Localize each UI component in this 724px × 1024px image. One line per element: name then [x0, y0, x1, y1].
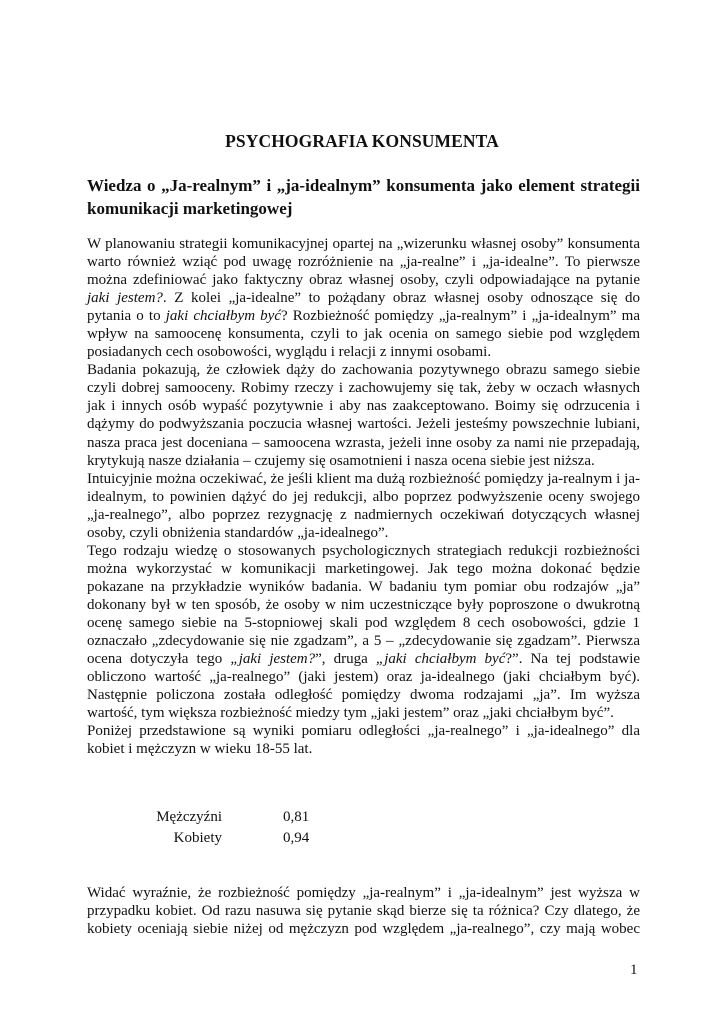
results-value: 0,94 [283, 830, 310, 846]
document-title: PSYCHOGRAFIA KONSUMENTA [225, 131, 499, 151]
paragraph: W planowaniu strategii komunikacyjnej opartej na „wizerunku własnej osoby” konsumenta warto również wziąć pod uwagę rozróżnienie na „ja-realne” i „ja-idealne”. To pierwsze można zdefiniować jako faktyczny obraz własnej osoby, czyli odpowiadające na pytanie jaki jestem?. Z kolei „ja-idealne” to pożądany obraz własnej osoby odnoszące się do pytania o to jaki chciałbym być? Rozbieżność pomiędzy „ja-realnym” i „ja-idealnym” ma wpływ na samoocenę konsumenta, czyli to jak ocenia on samego siebie pod względem posiadanych cech osobowości, wyglądu i relacji z innymi osobami. [87, 236, 640, 361]
italic-phrase: „jaki jestem? [230, 651, 316, 668]
paragraph: Poniżej przedstawione są wyniki pomiaru odległości „ja-realnego” i „ja-idealnego” dla kobiet i mężczyzn w wieku 18-55 lat. [87, 723, 640, 758]
page-number: 1 [630, 962, 638, 978]
results-label: Kobiety [173, 830, 222, 846]
results-row [87, 807, 387, 828]
results-label: Mężczyźni [156, 809, 222, 825]
closing-text [87, 884, 640, 938]
results-row [87, 828, 387, 849]
italic-phrase: jaki jestem? [87, 290, 163, 307]
closing-paragraph: Widać wyraźnie, że rozbieżność pomiędzy „ja-realnym” i „ja-idealnym” jest wyższa w przypadku kobiet. Od razu nasuwa się pytanie skąd bierze się ta różnica? Czy dlatego, że kobiety oceniają siebie niżej od mężczyzn pod względem „ja-realnego”, czy mają wobec [87, 885, 640, 937]
results-value: 0,81 [283, 809, 310, 825]
body-text [87, 235, 640, 758]
paragraph: Badania pokazują, że człowiek dąży do zachowania pozytywnego obrazu samego siebie czyli dobrej samooceny. Robimy rzeczy i zachowujemy się tak, żeby w oczach własnych jak i innych osób wypaść pozytywnie i aby nas zaakceptowano. Boimy się odrzucenia i dążymy do podwyższania poczucia własnej wartości. Jeżeli jesteśmy powszechnie lubiani, nasza praca jest doceniana – samoocena wzrasta, jeżeli inne osoby za nami nie przepadają, krytykują nasze działania – czujemy się osamotnieni i nasza ocena siebie jest niższa. [87, 362, 640, 469]
italic-phrase: „jaki chciałbym być [375, 651, 506, 668]
results-table [87, 807, 387, 849]
italic-phrase: jaki chciałbym być [165, 308, 281, 325]
document-subtitle: Wiedza o „Ja-realnym” i „ja-idealnym” konsumenta jako element strategii komunikacji marketingowej [87, 176, 640, 218]
paragraph: Tego rodzaju wiedzę o stosowanych psychologicznych strategiach redukcji rozbieżności można wykorzystać w komunikacji marketingowej. Jak tego można dokonać będzie pokazane na przykładzie wyników badania. W badaniu tym pomiar obu rodzajów „ja” dokonany był w ten sposób, że osoby w nim uczestniczące były poproszone o dwukrotną ocenę samego siebie na 5-stopniowej skali pod względem 8 cech osobowości, gdzie 1 oznaczało „zdecydowanie się nie zgadzam”, a 5 – „zdecydowanie się zgadzam”. Pierwsza ocena dotyczyła tego „jaki jestem?”, druga „jaki chciałbym być?”. Na tej podstawie obliczono wartość „ja-realnego” (jaki jestem) oraz ja-idealnego (jaki chciałbym być). Następnie policzona została odległość pomiędzy dwoma rodzajami „ja”. Im wyższa wartość, tym większa rozbieżność miedzy tym „jaki jestem” oraz „jaki chciałbym być”. [87, 542, 641, 722]
paragraph: Intuicyjnie można oczekiwać, że jeśli klient ma dużą rozbieżność pomiędzy ja-realnym i ja-idealnym, to powinien dążyć do jej redukcji, albo poprzez podwyższenie oceny swojego „ja-realnego”, albo poprzez rezygnację z nadmiernych oczekiwań dotyczących własnej osoby, czyli obniżenia standardów „ja-idealnego”. [87, 470, 640, 541]
